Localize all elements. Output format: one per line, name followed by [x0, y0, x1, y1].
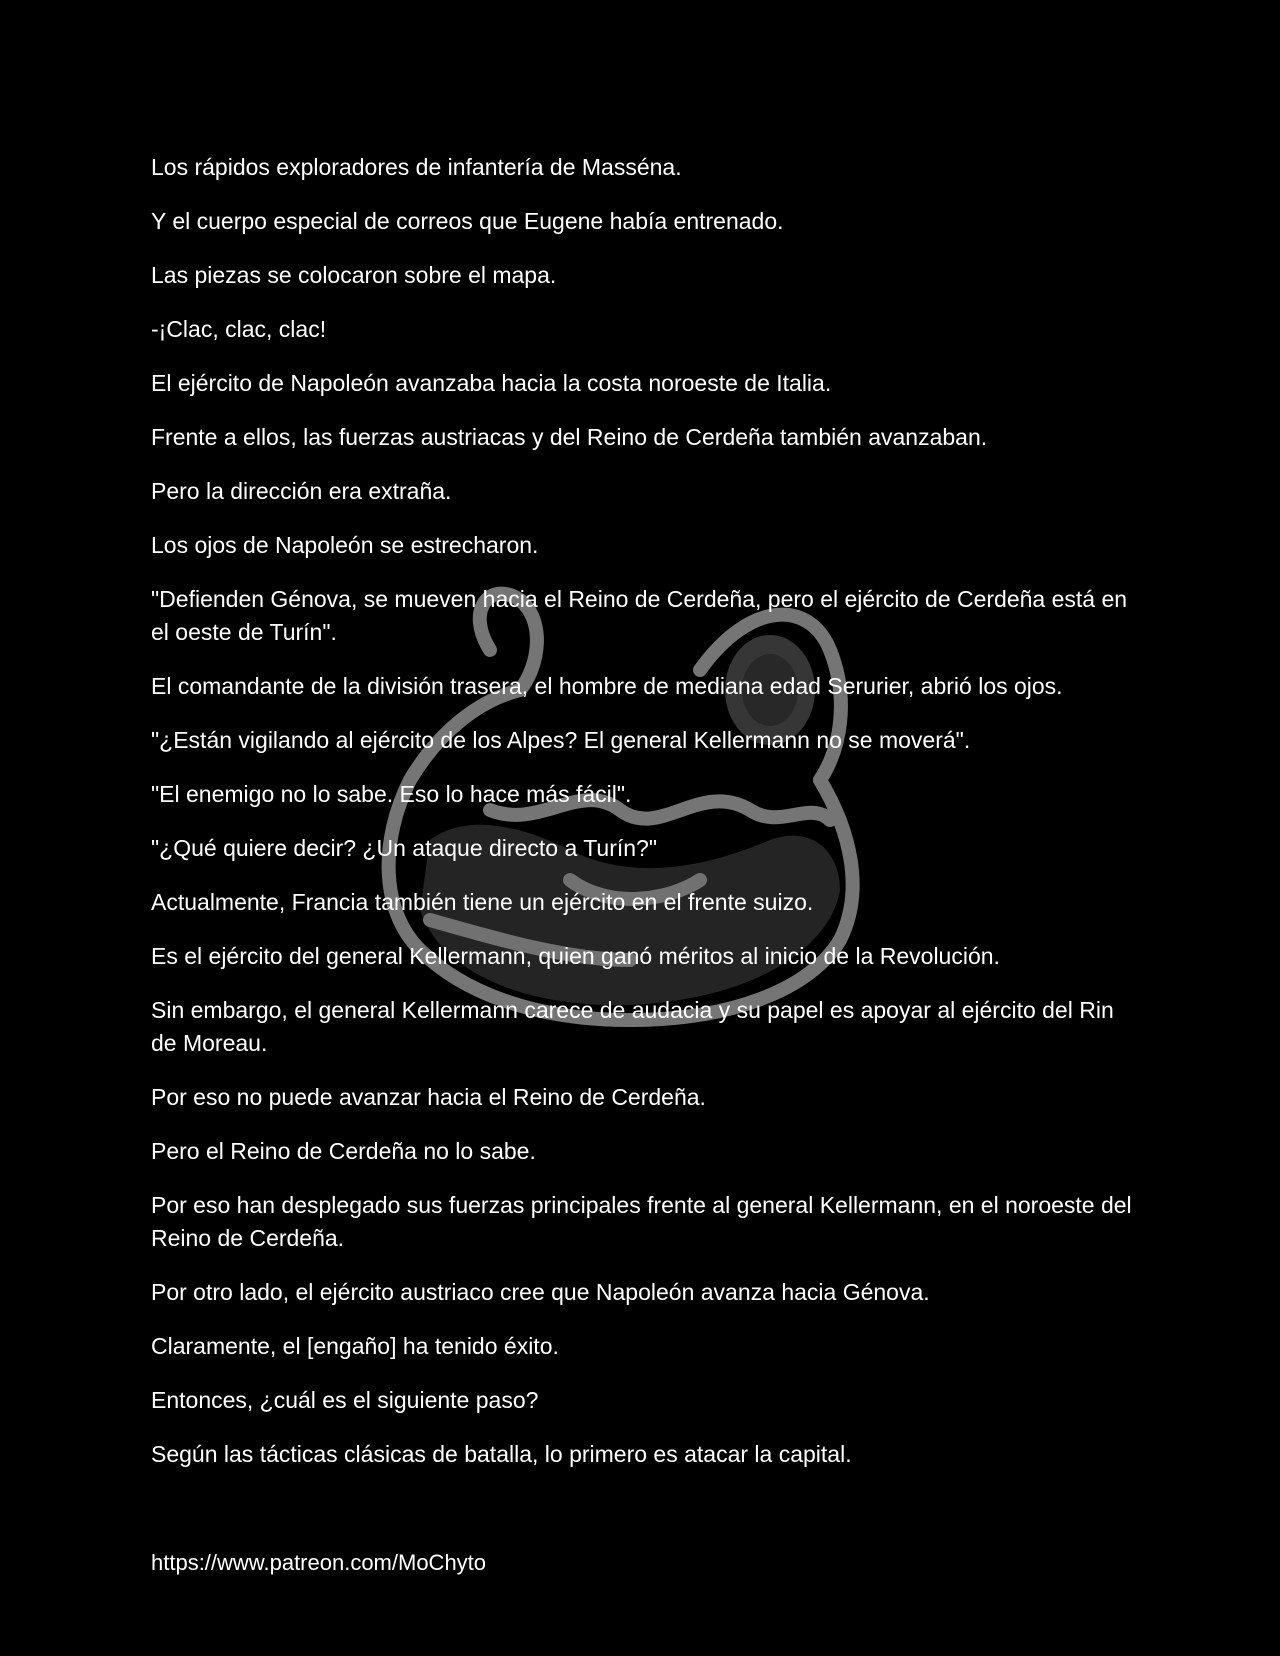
story-text: [151, 151, 1141, 1492]
paragraph: Claramente, el [engaño] ha tenido éxito.: [151, 1333, 559, 1359]
paragraph: El comandante de la división trasera, el hombre de mediana edad Serurier, abrió los ojos.: [151, 673, 1063, 699]
paragraph: Los ojos de Napoleón se estrecharon.: [151, 532, 539, 558]
paragraph: -¡Clac, clac, clac!: [151, 316, 327, 342]
paragraph: Por eso han desplegado sus fuerzas principales frente al general Kellermann, en el noroeste del Reino de Cerdeña.: [151, 1192, 1132, 1251]
paragraph: Y el cuerpo especial de correos que Eugene había entrenado.: [151, 208, 784, 234]
paragraph: Las piezas se colocaron sobre el mapa.: [151, 262, 557, 288]
paragraph: Frente a ellos, las fuerzas austriacas y del Reino de Cerdeña también avanzaban.: [151, 424, 988, 450]
paragraph: "¿Están vigilando al ejército de los Alpes? El general Kellermann no se moverá".: [151, 727, 971, 753]
paragraph: Según las tácticas clásicas de batalla, lo primero es atacar la capital.: [151, 1441, 852, 1467]
paragraph: Sin embargo, el general Kellermann carece de audacia y su papel es apoyar al ejército del Rin de Moreau.: [151, 997, 1114, 1056]
paragraph: "¿Qué quiere decir? ¿Un ataque directo a Turín?": [151, 835, 657, 861]
paragraph: "El enemigo no lo sabe. Eso lo hace más fácil".: [151, 781, 632, 807]
paragraph: "Defienden Génova, se mueven hacia el Reino de Cerdeña, pero el ejército de Cerdeña está en el oeste de Turín".: [151, 586, 1128, 645]
paragraph: Pero el Reino de Cerdeña no lo sabe.: [151, 1138, 536, 1164]
paragraph: Actualmente, Francia también tiene un ejército en el frente suizo.: [151, 889, 814, 915]
paragraph: El ejército de Napoleón avanzaba hacia la costa noroeste de Italia.: [151, 370, 832, 396]
paragraph: Por eso no puede avanzar hacia el Reino de Cerdeña.: [151, 1084, 706, 1110]
paragraph: Entonces, ¿cuál es el siguiente paso?: [151, 1387, 539, 1413]
patreon-link[interactable]: https://www.patreon.com/MoChyto: [151, 1550, 487, 1575]
paragraph: Los rápidos exploradores de infantería de Masséna.: [151, 154, 682, 180]
paragraph: Pero la dirección era extraña.: [151, 478, 452, 504]
paragraph: Es el ejército del general Kellermann, quien ganó méritos al inicio de la Revolución.: [151, 943, 1000, 969]
paragraph: Por otro lado, el ejército austriaco cree que Napoleón avanza hacia Génova.: [151, 1279, 930, 1305]
